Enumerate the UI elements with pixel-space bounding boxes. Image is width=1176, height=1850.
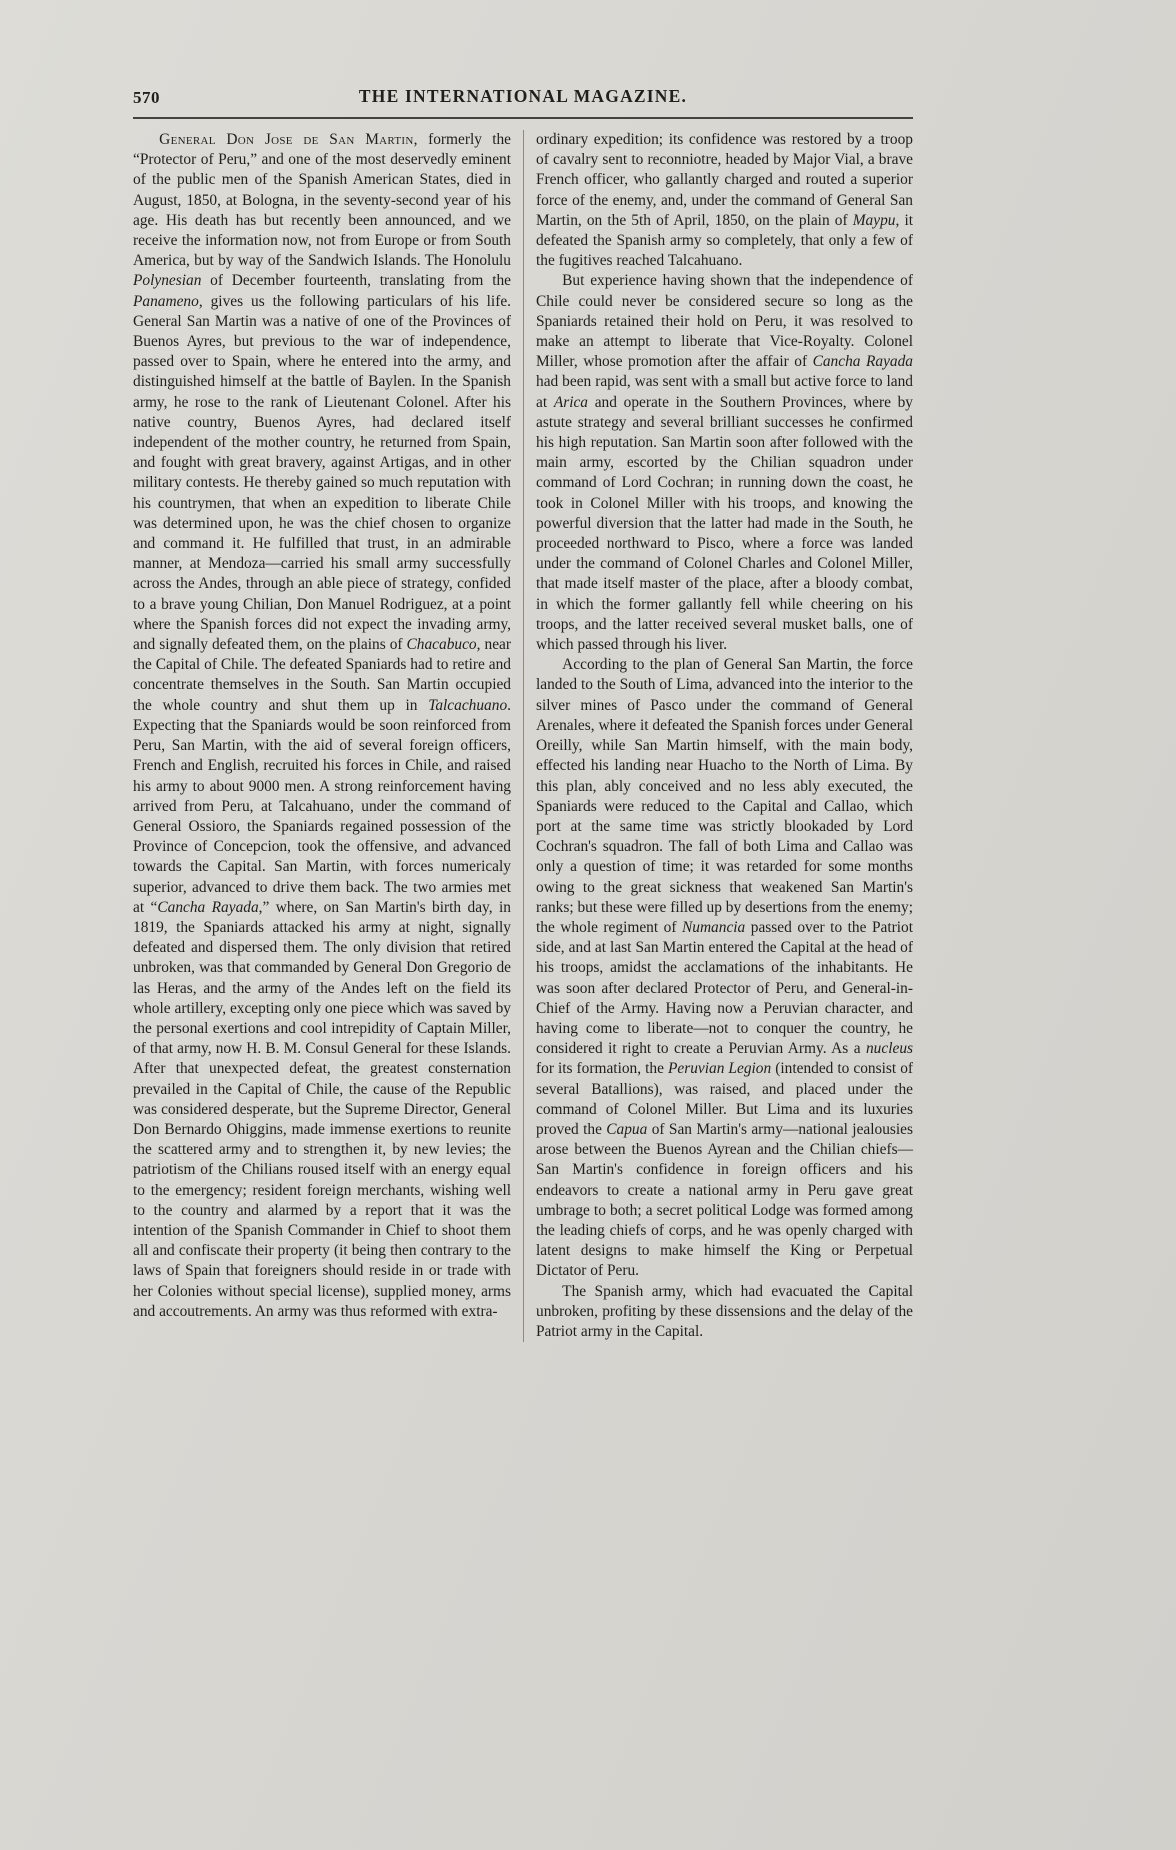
page-number: 570	[133, 88, 160, 107]
paragraph: The Spanish army, which had evacuated the Capital unbroken, profiting by these dissensions and the delay of the Patriot army in the Capital.	[536, 1282, 913, 1340]
right-column	[523, 130, 913, 1342]
italic-phrase: nucleus	[865, 1040, 913, 1058]
page-content	[133, 86, 913, 1342]
paragraph: General Don Jose de San Martin, formerly the “Protector of Peru,” and one of the most deservedly eminent of the public men of the Spanish American States, died in August, 1850, at Bologna, in the seventy-second year of his age. His death has but recently been announced, and we receive the information now, not from Europe or from South America, but by way of the Sandwich Islands. The Honolulu Polynesian of December fourteenth, translating from the Panameno, gives us the following particulars of his life. General San Martin was a native of one of the Provinces of Buenos Ayres, but previous to the war of independence, passed over to Spain, where he entered into the army, and distinguished himself at the battle of Baylen. In the Spanish army, he rose to the rank of Lieutenant Colonel. After his native country, Buenos Ayres, had declared itself independent of the mother country, he returned from Spain, and fought with great bravery, against Artigas, and in other military contests. He thereby gained so much reputation with his countrymen, that when an expedition to liberate Chile was determined upon, he was the chief chosen to organize and command it. He fulfilled that trust, in an admirable manner, at Mendoza—carried his small army successfully across the Andes, through an able piece of strategy, confided to a brave young Chilian, Don Manuel Rodriguez, at a point where the Spanish forces did not expect the invading army, and signally defeated them, on the plains of Chacabuco, near the Capital of Chile. The defeated Spaniards had to retire and concentrate themselves in the South. San Martin occupied the whole country and shut them up in Talcachuano. Expecting that the Spaniards would be soon reinforced from Peru, San Martin, with the aid of several foreign officers, French and English, recruited his forces in Chile, and raised his army to about 9000 men. A strong reinforcement having arrived from Peru, at Talcahuano, under the command of General Ossioro, the Spaniards regained possession of the Province of Concepcion, took the offensive, and advanced towards the Capital. San Martin, with forces numericaly superior, advanced to drive them back. The two armies met at “Cancha Rayada,” where, on San Martin's birth day, in 1819, the Spaniards attacked his army at night, signally defeated and dispersed them. The only division that retired unbroken, was that commanded by General Don Gregorio de las Heras, and the army of the Andes left on the field its whole artillery, excepting only one piece which was saved by the personal exertions and cool intrepidity of Captain Miller, of that army, now H. B. M. Consul General for these Islands. After that unexpected defeat, the greatest consternation prevailed in the Capital of Chile, the cause of the Republic was considered desperate, but the Supreme Director, General Don Bernardo Ohiggins, made immense exertions to reunite the scattered army and to strengthen it, by new levies; the patriotism of the Chilians roused itself with an energy equal to the emergency; resident foreign merchants, wishing well to the country and alarmed by a report that it was the intention of the Spanish Commander in Chief to shoot them all and confiscate their property (it being then contrary to the laws of Spain that foreigners should reside in or trade with her Colonies without special license), supplied money, arms and accoutrements. An army was thus reformed with extra-	[133, 131, 512, 1320]
magazine-title: THE INTERNATIONAL MAGAZINE.	[358, 86, 688, 106]
paragraph: ordinary expedition; its confidence was restored by a troop of cavalry sent to reconniotre, headed by Major Vial, a brave French officer, who gallantly charged and routed a superior force of the enemy, and, under the command of General San Martin, on the 5th of April, 1850, on the plain of Maypu, it defeated the Spanish army so completely, that only a few of the fugitives reached Talcahuano.	[536, 131, 913, 270]
italic-phrase: Cancha Rayada	[157, 898, 259, 916]
italic-phrase: Talcachuano	[428, 696, 508, 714]
two-column-text-block	[133, 130, 913, 1342]
italic-phrase: Panameno	[133, 292, 199, 310]
italic-phrase: Chacabuco	[406, 636, 477, 654]
paragraph: But experience having shown that the independence of Chile could never be considered secure so long as the Spaniards retained their hold on Peru, it was resolved to make an attempt to liberate that Vice-Royalty. Colonel Miller, whose promotion after the affair of Cancha Rayada had been rapid, was sent with a small but active force to land at Arica and operate in the Southern Provinces, where by astute strategy and several brilliant successes he confirmed his high reputation. San Martin soon after followed with the main army, escorted by the Chilian squadron under command of Lord Cochran; in running down the coast, he took in Colonel Miller with his troops, and knowing the powerful diversion that the latter had made in the South, he proceeded northward to Pisco, where a force was landed under the command of Colonel Charles and Colonel Miller, that made itself master of the place, after a bloody combat, in which the former gallantly fell while cheering on his troops, and the latter received several musket balls, one of which passed through his liver.	[536, 272, 913, 654]
italic-phrase: Cancha Rayada	[812, 353, 913, 371]
running-header	[133, 86, 913, 112]
paragraph: According to the plan of General San Martin, the force landed to the South of Lima, advanced into the interior to the silver mines of Pasco under the command of General Arenales, where it defeated the Spanish forces under General Oreilly, while San Martin himself, with the main body, effected his landing near Huacho to the North of Lima. By this plan, ably conceived and no less ably executed, the Spaniards were reduced to the Capital and Callao, which port at the same time was strictly blookaded by Lord Cochran's squadron. The fall of both Lima and Callao was only a question of time; it was retarded for some months owing to the great sickness that weakened San Martin's ranks; but these were filled up by desertions from the enemy; the whole regiment of Numancia passed over to the Patriot side, and at last San Martin entered the Capital at the head of his troops, amidst the acclamations of the inhabitants. He was soon after declared Protector of Peru, and General-in-Chief of the Army. Having now a Peruvian character, and having come to liberate—not to conquer the country, he considered it right to create a Peruvian Army. As a nucleus for its formation, the Peruvian Legion (intended to consist of several Batallions), was raised, and placed under the command of Colonel Miller. But Lima and its luxuries proved the Capua of San Martin's army—national jealousies arose between the Buenos Ayrean and the Chilian chiefs—San Martin's confidence in foreign officers and his endeavors to create a national army in Peru gave great umbrage to both; a secret political Lodge was formed among the leading chiefs of corps, and he was openly charged with latent designs to make himself the King or Perpetual Dictator of Peru.	[536, 656, 914, 1280]
italic-phrase: Peruvian Legion	[667, 1060, 772, 1078]
header-rule	[133, 117, 913, 119]
italic-phrase: Polynesian	[133, 272, 202, 290]
italic-phrase: Maypu	[852, 211, 896, 229]
italic-phrase: Capua	[606, 1120, 648, 1138]
italic-phrase: Arica	[553, 393, 589, 411]
italic-phrase: Numancia	[681, 918, 746, 936]
article-lead-smallcaps: General Don Jose de San Martin,	[159, 131, 418, 148]
left-column	[133, 130, 523, 1342]
